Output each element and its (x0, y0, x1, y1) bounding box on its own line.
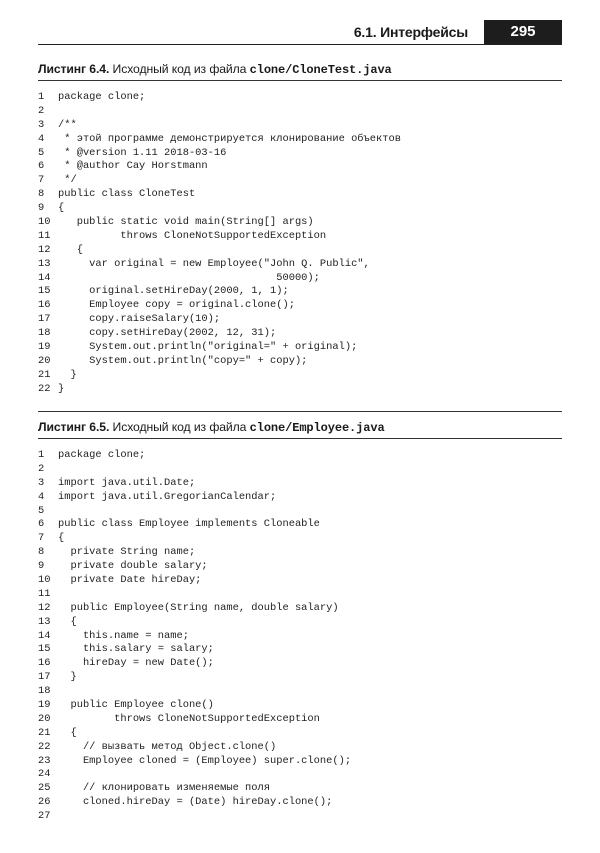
line-number: 4 (38, 132, 45, 145)
line-number: 25 (38, 782, 51, 795)
code-line (38, 768, 351, 782)
line-number: 14 (38, 629, 51, 642)
code-text: public Employee(String name, double salary) (58, 601, 339, 614)
code-line (38, 160, 401, 174)
code-text: throws CloneNotSupportedException (58, 229, 327, 242)
line-number: 11 (38, 229, 51, 242)
line-number: 11 (38, 587, 51, 600)
code-line (38, 285, 401, 299)
code-line (38, 643, 351, 657)
code-line (38, 713, 351, 727)
code-text: // вызвать метод Object.clone() (58, 740, 277, 753)
code-text: } (58, 671, 77, 684)
code-text: */ (58, 174, 77, 187)
code-text: original.setHireDay(2000, 1, 1); (58, 285, 289, 298)
code-text: private Date hireDay; (58, 574, 202, 587)
line-number: 12 (38, 243, 51, 256)
line-number: 5 (38, 504, 45, 517)
line-number: 22 (38, 382, 51, 395)
code-line (38, 383, 401, 397)
line-number: 6 (38, 160, 45, 173)
code-text: * @author Cay Horstmann (58, 160, 208, 173)
code-line (38, 616, 351, 630)
line-number: 18 (38, 327, 51, 340)
code-text: System.out.println("original=" + original); (58, 341, 358, 354)
listing-caption: Исходный код из файла (112, 420, 247, 434)
code-line (38, 258, 401, 272)
code-line (38, 147, 401, 161)
code-line (38, 602, 351, 616)
code-line (38, 272, 401, 286)
line-number: 19 (38, 341, 51, 354)
listing-caption: Исходный код из файла (112, 62, 247, 76)
code-line (38, 174, 401, 188)
code-line (38, 449, 351, 463)
line-number: 23 (38, 754, 51, 767)
code-text: { (58, 202, 65, 215)
line-number: 13 (38, 615, 51, 628)
line-number: 17 (38, 671, 51, 684)
code-line (38, 755, 351, 769)
code-line (38, 560, 351, 574)
code-text: package clone; (58, 449, 146, 461)
line-number: 7 (38, 532, 45, 545)
code-line (38, 477, 351, 491)
code-line (38, 463, 351, 477)
code-line (38, 782, 351, 796)
code-text: } (58, 368, 77, 381)
line-number: 17 (38, 313, 51, 326)
code-text: cloned.hireDay = (Date) hireDay.clone(); (58, 796, 333, 809)
listing-divider (38, 80, 562, 81)
code-line (38, 657, 351, 671)
line-number: 16 (38, 299, 51, 312)
code-text: this.name = name; (58, 629, 189, 642)
code-line (38, 574, 351, 588)
line-number: 10 (38, 574, 51, 587)
code-line (38, 216, 401, 230)
line-number: 24 (38, 768, 51, 781)
listing-divider (38, 411, 562, 412)
code-text: // клонировать изменяемые поля (58, 782, 271, 795)
line-number: 8 (38, 188, 45, 201)
code-line (38, 630, 351, 644)
code-line (38, 796, 351, 810)
code-line (38, 313, 401, 327)
line-number: 2 (38, 462, 45, 475)
code-line (38, 91, 401, 105)
code-line (38, 202, 401, 216)
line-number: 19 (38, 699, 51, 712)
line-number: 13 (38, 257, 51, 270)
code-line (38, 230, 401, 244)
code-line (38, 505, 351, 519)
code-line (38, 491, 351, 505)
line-number: 3 (38, 476, 45, 489)
code-line (38, 671, 351, 685)
code-text: throws CloneNotSupportedException (58, 712, 320, 725)
code-text: import java.util.Date; (58, 476, 196, 489)
code-text: { (58, 532, 65, 545)
code-text: { (58, 615, 77, 628)
code-text: this.salary = salary; (58, 643, 214, 656)
code-line (38, 685, 351, 699)
code-line (38, 810, 351, 824)
line-number: 12 (38, 601, 51, 614)
code-block-employee (38, 449, 351, 824)
line-number: 5 (38, 146, 45, 159)
line-number: 26 (38, 796, 51, 809)
line-number: 14 (38, 271, 51, 284)
code-text: { (58, 243, 83, 256)
line-number: 8 (38, 546, 45, 559)
line-number: 15 (38, 643, 51, 656)
line-number: 27 (38, 810, 51, 823)
line-number: 15 (38, 285, 51, 298)
code-line (38, 299, 401, 313)
code-block-clonetest (38, 91, 401, 397)
code-text: private double salary; (58, 560, 208, 573)
code-text: Employee copy = original.clone(); (58, 299, 295, 312)
code-text: Employee cloned = (Employee) super.clone(); (58, 754, 352, 767)
code-text: public Employee clone() (58, 699, 214, 712)
line-number: 20 (38, 354, 51, 367)
listing-filename: clone/CloneTest.java (249, 63, 392, 77)
line-number: 9 (38, 202, 45, 215)
page-number: 295 (484, 20, 562, 44)
code-line (38, 244, 401, 258)
listing-label: Листинг 6.5. (38, 420, 110, 434)
code-text: } (58, 382, 65, 395)
code-text: * этой программе демонстрируется клонирование объектов (58, 132, 401, 145)
line-number: 4 (38, 490, 45, 503)
code-text: copy.raiseSalary(10); (58, 313, 221, 326)
line-number: 1 (38, 91, 45, 103)
line-number: 6 (38, 518, 45, 531)
code-text: public static void main(String[] args) (58, 216, 314, 229)
code-text: * @version 1.11 2018-03-16 (58, 146, 227, 159)
line-number: 18 (38, 685, 51, 698)
listing-6-4-title (38, 62, 392, 77)
code-line (38, 133, 401, 147)
line-number: 7 (38, 174, 45, 187)
code-line (38, 546, 351, 560)
listing-filename: clone/Employee.java (249, 421, 385, 435)
code-line (38, 518, 351, 532)
code-text: copy.setHireDay(2002, 12, 31); (58, 327, 277, 340)
code-text: private String name; (58, 546, 196, 559)
listing-divider (38, 438, 562, 439)
code-line (38, 327, 401, 341)
line-number: 22 (38, 740, 51, 753)
code-line (38, 727, 351, 741)
line-number: 16 (38, 657, 51, 670)
code-text: /** (58, 118, 77, 131)
line-number: 3 (38, 118, 45, 131)
code-line (38, 369, 401, 383)
code-text: 50000); (58, 271, 320, 284)
line-number: 21 (38, 726, 51, 739)
code-line (38, 188, 401, 202)
code-line (38, 119, 401, 133)
code-line (38, 105, 401, 119)
code-text: { (58, 726, 77, 739)
code-text: public class Employee implements Cloneable (58, 518, 320, 531)
line-number: 9 (38, 560, 45, 573)
code-line (38, 741, 351, 755)
listing-6-5-title (38, 420, 385, 435)
running-header (38, 22, 562, 45)
code-text: import java.util.GregorianCalendar; (58, 490, 277, 503)
line-number: 1 (38, 449, 45, 461)
line-number: 10 (38, 216, 51, 229)
listing-label: Листинг 6.4. (38, 62, 110, 76)
code-text: public class CloneTest (58, 188, 196, 201)
line-number: 21 (38, 368, 51, 381)
code-text: package clone; (58, 91, 146, 103)
section-title: 6.1. Интерфейсы (353, 24, 468, 40)
code-line (38, 699, 351, 713)
code-text: var original = new Employee("John Q. Public", (58, 257, 370, 270)
code-line (38, 341, 401, 355)
code-line (38, 588, 351, 602)
line-number: 20 (38, 712, 51, 725)
code-line (38, 355, 401, 369)
line-number: 2 (38, 104, 45, 117)
code-text: hireDay = new Date(); (58, 657, 214, 670)
code-line (38, 532, 351, 546)
code-text: System.out.println("copy=" + copy); (58, 354, 308, 367)
